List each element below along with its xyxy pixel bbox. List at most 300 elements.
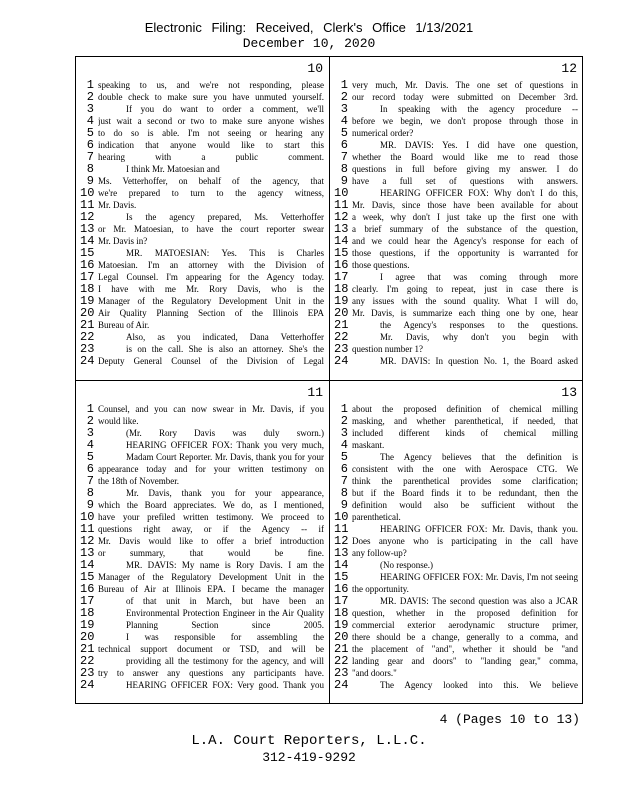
line-number: 15 (334, 247, 349, 259)
transcript-line (80, 283, 325, 295)
line-text: Mr. Davis, why don't you begin with (380, 332, 578, 342)
line-text: Mr. Davis in? (98, 236, 148, 246)
line-number: 8 (86, 487, 94, 499)
line-number: 10 (80, 511, 95, 523)
line-number: 1 (86, 403, 94, 415)
transcript-line (334, 679, 579, 691)
line-text: of that unit in March, but have been an (126, 596, 324, 606)
line-text: there should be a change, generally to a comma, and (352, 632, 578, 642)
transcript-line (334, 91, 579, 103)
line-text: In speaking with the agency procedure -- (380, 104, 578, 114)
line-number: 12 (334, 211, 349, 223)
line-number: 1 (340, 403, 348, 415)
line-number: 3 (86, 427, 94, 439)
line-number: 22 (80, 331, 95, 343)
line-number: 6 (340, 463, 348, 475)
vertical-divider (329, 57, 330, 703)
transcript-line (334, 451, 579, 463)
transcript-date: December 10, 2020 (242, 36, 376, 51)
transcript-line (334, 487, 579, 499)
line-text: think the parenthetical provides some clarification; (352, 476, 578, 486)
line-text: Ms. Vetterhoffer, on behalf of the agency, that (98, 176, 324, 186)
line-text: I was responsible for assembling the (126, 632, 324, 642)
page-lines (80, 403, 325, 691)
line-text: before we begin, we don't propose through those in (352, 116, 578, 126)
line-number: 21 (334, 643, 349, 655)
line-number: 14 (334, 235, 349, 247)
transcript-grid (75, 56, 583, 704)
line-number: 23 (80, 343, 95, 355)
line-number: 5 (86, 451, 94, 463)
line-text: The Agency looked into this. We believe (380, 680, 578, 690)
transcript-line (80, 139, 325, 151)
transcript-line (80, 79, 325, 91)
line-number: 19 (334, 619, 349, 631)
transcript-line (80, 271, 325, 283)
line-text: is on the call. She is also an attorney. She's the (126, 344, 324, 354)
transcript-line (80, 571, 325, 583)
line-number: 8 (86, 163, 94, 175)
line-number: 6 (86, 139, 94, 151)
transcript-line (334, 595, 579, 607)
line-text: parenthetical. (352, 512, 401, 522)
line-text: Does anyone who is participating in the call have (352, 536, 578, 546)
line-text: MR. DAVIS: The second question was also a JCAR (380, 596, 578, 606)
line-text: Manager of the Regulatory Development Unit in the (98, 572, 324, 582)
line-number: 17 (334, 271, 349, 283)
page-panel-13 (334, 383, 579, 701)
transcript-line (334, 271, 579, 283)
transcript-line (80, 463, 325, 475)
transcript-line (80, 175, 325, 187)
transcript-line (334, 163, 579, 175)
line-text: HEARING OFFICER FOX: Thank you very much, (126, 440, 324, 450)
line-text: MR. DAVIS: My name is Rory Davis. I am the (126, 560, 324, 570)
line-text: we're prepared to turn to the agency witness, (98, 188, 324, 198)
transcript-line (80, 343, 325, 355)
line-text: the Agency's responses to the questions. (380, 320, 578, 330)
transcript-line (334, 475, 579, 487)
line-text: to do so is able. I'm not seeing or hearing any (98, 128, 324, 138)
line-text: or Mr. Matoesian, to have the court reporter swear (98, 224, 324, 234)
transcript-line (334, 115, 579, 127)
line-number: 24 (80, 679, 95, 691)
line-text: have a full set of questions with answers. (352, 176, 578, 186)
line-text: hearing with a public comment. (98, 152, 324, 162)
transcript-line (80, 595, 325, 607)
transcript-line (80, 331, 325, 343)
transcript-line (80, 631, 325, 643)
page-number: 10 (307, 61, 323, 76)
line-text: MR. DAVIS: In question No. 1, the Board asked (380, 356, 578, 366)
line-text: very much, Mr. Davis. The one set of questions in (352, 80, 578, 90)
line-text: commercial exterior aerodynamic structure primer, (352, 620, 578, 630)
transcript-line (334, 187, 579, 199)
line-number: 13 (334, 223, 349, 235)
line-number: 17 (334, 595, 349, 607)
line-number: 22 (80, 655, 95, 667)
line-number: 1 (86, 79, 94, 91)
line-text: (No response.) (380, 560, 433, 570)
line-text: Mr. Davis. (98, 200, 137, 210)
line-number: 8 (340, 487, 348, 499)
line-text: HEARING OFFICER FOX: Mr. Davis, I'm not seeing (380, 572, 578, 582)
transcript-line (334, 127, 579, 139)
line-number: 19 (80, 619, 95, 631)
line-number: 22 (334, 655, 349, 667)
line-number: 23 (334, 667, 349, 679)
transcript-line (80, 295, 325, 307)
line-text: MR. DAVIS: Yes. I did have one question, (380, 140, 578, 150)
line-number: 20 (80, 631, 95, 643)
line-text: Bureau of Air. (98, 320, 150, 330)
transcript-line (334, 607, 579, 619)
line-number: 11 (80, 523, 95, 535)
transcript-line (80, 535, 325, 547)
line-number: 21 (334, 319, 349, 331)
line-number: 23 (80, 667, 95, 679)
line-text: included different kinds of chemical milling (352, 428, 578, 438)
line-text: HEARING OFFICER FOX: Why don't I do this, (380, 188, 578, 198)
line-text: Mr. Davis, thank you for your appearance, (126, 488, 324, 498)
line-number: 12 (80, 211, 95, 223)
transcript-line (334, 547, 579, 559)
line-number: 24 (334, 355, 349, 367)
line-number: 3 (340, 427, 348, 439)
line-text: those questions, if the opportunity is warranted for (352, 248, 578, 258)
line-number: 14 (334, 559, 349, 571)
line-text: Is the agency prepared, Ms. Vetterhoffer (126, 212, 324, 222)
transcript-line (80, 319, 325, 331)
line-number: 11 (80, 199, 95, 211)
line-number: 15 (80, 247, 95, 259)
line-text: question number 1? (352, 344, 423, 354)
line-text: our record today were submitted on December 3rd. (352, 92, 578, 102)
transcript-line (334, 499, 579, 511)
line-text: any follow-up? (352, 548, 407, 558)
transcript-line (80, 427, 325, 439)
line-number: 9 (340, 175, 348, 187)
line-number: 2 (340, 415, 348, 427)
line-text: Mr. Davis, since those have been available for about (352, 200, 578, 210)
transcript-line (80, 163, 325, 175)
transcript-line (334, 355, 579, 367)
transcript-line (80, 235, 325, 247)
line-text: double check to make sure you have unmuted yourself. (98, 92, 324, 102)
line-text: Mr. Davis, is summarize each thing one by one, hear (352, 308, 578, 318)
transcript-line (80, 115, 325, 127)
transcript-line (334, 643, 579, 655)
transcript-line (80, 187, 325, 199)
line-text: Matoesian. I'm an attorney with the Division of (98, 260, 324, 270)
transcript-line (80, 307, 325, 319)
court-reporter-name: L.A. Court Reporters, L.L.C. (191, 733, 427, 749)
transcript-line (334, 331, 579, 343)
line-text: landing gear and doors" to "landing gear," comma, (352, 656, 578, 666)
transcript-line (80, 523, 325, 535)
line-text: just wait a second or two to make sure anyone wishes (98, 116, 324, 126)
transcript-line (334, 619, 579, 631)
line-text: any issues with the sound quality. What I will do, (352, 296, 578, 306)
transcript-line (80, 223, 325, 235)
transcript-line (80, 151, 325, 163)
line-number: 4 (340, 115, 348, 127)
line-number: 16 (80, 259, 95, 271)
transcript-line (334, 139, 579, 151)
line-text: Legal Counsel. I'm appearing for the Agency today. (98, 272, 324, 282)
line-number: 20 (334, 307, 349, 319)
page-number: 12 (561, 61, 577, 76)
line-text: questions right away, or if the Agency -- if (98, 524, 324, 534)
line-text: a brief summary of the substance of the question, (352, 224, 578, 234)
line-number: 11 (334, 199, 349, 211)
line-number: 18 (80, 607, 95, 619)
line-number: 13 (80, 547, 95, 559)
line-text: Planning Section since 2005. (126, 620, 324, 630)
line-text: about the proposed definition of chemical milling (352, 404, 578, 414)
line-text: Manager of the Regulatory Development Unit in the (98, 296, 324, 306)
transcript-line (334, 403, 579, 415)
line-text: questions in full before giving my answer. I do (352, 164, 578, 174)
line-number: 10 (80, 187, 95, 199)
line-text: appearance today and for your written testimony on (98, 464, 324, 474)
line-number: 6 (86, 463, 94, 475)
transcript-line (80, 127, 325, 139)
line-number: 3 (86, 103, 94, 115)
line-text: the opportunity. (352, 584, 409, 594)
line-text: question, whether in the proposed definition for (352, 608, 578, 618)
line-number: 10 (334, 187, 349, 199)
line-number: 24 (334, 679, 349, 691)
line-number: 14 (80, 235, 95, 247)
line-number: 17 (80, 595, 95, 607)
line-text: Deputy General Counsel of the Division of Legal (98, 356, 324, 366)
line-text: or summary, that would be fine. (98, 548, 324, 558)
line-number: 9 (86, 175, 94, 187)
line-number: 16 (334, 259, 349, 271)
line-number: 15 (80, 571, 95, 583)
transcript-line (80, 211, 325, 223)
transcript-line (334, 175, 579, 187)
line-number: 19 (334, 295, 349, 307)
line-number: 11 (334, 523, 349, 535)
page-number: 11 (307, 385, 323, 400)
transcript-line (334, 199, 579, 211)
page-panel-12 (334, 59, 579, 377)
transcript-line (80, 511, 325, 523)
line-text: HEARING OFFICER FOX: Very good. Thank you (126, 680, 324, 690)
line-number: 20 (334, 631, 349, 643)
transcript-line (80, 583, 325, 595)
line-number: 7 (340, 475, 348, 487)
transcript-line (334, 511, 579, 523)
line-text: would like. (98, 416, 139, 426)
line-text: but if the Board finds it to be redundant, then the (352, 488, 578, 498)
transcript-line (334, 415, 579, 427)
line-number: 2 (340, 91, 348, 103)
line-text: clearly. I'm going to repeat, just in case there is (352, 284, 578, 294)
line-number: 8 (340, 163, 348, 175)
line-text: "and doors." (352, 668, 397, 678)
transcript-line (80, 103, 325, 115)
transcript-line (334, 463, 579, 475)
transcript-line (334, 319, 579, 331)
line-text: speaking to us, and we're not responding, please (98, 80, 324, 90)
line-text: try to answer any questions any participants have. (98, 668, 324, 678)
page-panel-11 (80, 383, 325, 701)
transcript-line (334, 79, 579, 91)
line-number: 22 (334, 331, 349, 343)
line-number: 18 (334, 607, 349, 619)
line-text: Air Quality Planning Section of the Illinois EPA (98, 308, 324, 318)
line-text: a week, why don't I just take up the first one with (352, 212, 578, 222)
line-number: 5 (86, 127, 94, 139)
line-number: 20 (80, 307, 95, 319)
line-number: 4 (86, 439, 94, 451)
line-text: HEARING OFFICER FOX: Mr. Davis, thank you. (380, 524, 578, 534)
line-number: 18 (80, 283, 95, 295)
line-text: Bureau of Air at Illinois EPA. I became the manager (98, 584, 324, 594)
transcript-line (80, 355, 325, 367)
transcript-line (334, 103, 579, 115)
transcript-line (80, 499, 325, 511)
transcript-line (334, 535, 579, 547)
line-text: whether the Board would like me to read those (352, 152, 578, 162)
transcript-line (80, 487, 325, 499)
line-number: 3 (340, 103, 348, 115)
line-text: masking, and whether parenthetical, if needed, that (352, 416, 578, 426)
transcript-line (334, 295, 579, 307)
transcript-line (334, 439, 579, 451)
line-number: 21 (80, 319, 95, 331)
page-panel-10 (80, 59, 325, 377)
transcript-line (80, 475, 325, 487)
transcript-line (80, 559, 325, 571)
transcript-line (334, 223, 579, 235)
transcript-line (80, 547, 325, 559)
line-text: maskant. (352, 440, 385, 450)
transcript-line (80, 679, 325, 691)
line-text: consistent with the one with Aerospace CTG. We (352, 464, 578, 474)
line-number: 6 (340, 139, 348, 151)
transcript-line (80, 439, 325, 451)
line-text: I think Mr. Matoesian and (126, 164, 220, 174)
page-lines (334, 403, 579, 691)
line-number: 13 (80, 223, 95, 235)
transcript-line (80, 667, 325, 679)
transcript-line (334, 559, 579, 571)
line-number: 13 (334, 547, 349, 559)
line-number: 12 (334, 535, 349, 547)
transcript-line (334, 343, 579, 355)
line-text: the placement of "and", whether it should be "and (352, 644, 578, 654)
transcript-line (334, 259, 579, 271)
transcript-line (80, 259, 325, 271)
line-text: have your prefiled written testimony. We proceed to (98, 512, 324, 522)
line-text: Environmental Protection Engineer in the Air Quality (126, 608, 324, 618)
line-number: 4 (340, 439, 348, 451)
line-number: 16 (80, 583, 95, 595)
line-number: 23 (334, 343, 349, 355)
line-text: Mr. Davis would like to offer a brief introduction (98, 536, 324, 546)
page-range: 4 (Pages 10 to 13) (439, 712, 580, 727)
line-text: Also, as you indicated, Dana Vetterhoffer (126, 332, 324, 342)
line-number: 24 (80, 355, 95, 367)
line-text: numerical order? (352, 128, 414, 138)
transcript-line (334, 211, 579, 223)
line-number: 18 (334, 283, 349, 295)
transcript-line (334, 571, 579, 583)
line-number: 21 (80, 643, 95, 655)
transcript-line (334, 427, 579, 439)
filing-stamp: Electronic Filing: Received, Clerk's Office 1/13/2021 (144, 20, 474, 35)
line-number: 7 (340, 151, 348, 163)
line-number: 2 (86, 415, 94, 427)
line-text: If you do want to order a comment, we'll (126, 104, 324, 114)
transcript-line (80, 655, 325, 667)
line-number: 5 (340, 451, 348, 463)
line-number: 4 (86, 115, 94, 127)
line-text: the 18th of November. (98, 476, 179, 486)
transcript-line (80, 247, 325, 259)
transcript-line (334, 247, 579, 259)
transcript-line (80, 607, 325, 619)
line-text: Madam Court Reporter. Mr. Davis, thank you for your (126, 452, 324, 462)
line-text: definition would also be sufficient without the (352, 500, 578, 510)
page-lines (334, 79, 579, 367)
transcript-line (80, 91, 325, 103)
transcript-line (334, 283, 579, 295)
line-text: (Mr. Rory Davis was duly sworn.) (126, 428, 324, 438)
transcript-line (334, 631, 579, 643)
line-text: technical support document or TSD, and will be (98, 644, 324, 654)
transcript-line (334, 583, 579, 595)
transcript-line (80, 415, 325, 427)
line-number: 17 (80, 271, 95, 283)
court-reporter-phone: 312-419-9292 (262, 750, 356, 765)
line-number: 1 (340, 79, 348, 91)
line-number: 2 (86, 91, 94, 103)
line-number: 16 (334, 583, 349, 595)
line-text: providing all the testimony for the agency, and will (126, 656, 324, 666)
transcript-line (80, 451, 325, 463)
line-text: which the Board appreciates. We do, as I mentioned, (98, 500, 324, 510)
transcript-line (80, 643, 325, 655)
transcript-line (334, 151, 579, 163)
line-number: 15 (334, 571, 349, 583)
transcript-line (334, 235, 579, 247)
transcript-line (334, 307, 579, 319)
transcript-line (334, 667, 579, 679)
transcript-line (334, 523, 579, 535)
line-number: 19 (80, 295, 95, 307)
line-text: Counsel, and you can now swear in Mr. Davis, if you (98, 404, 324, 414)
line-number: 7 (86, 151, 94, 163)
transcript-line (334, 655, 579, 667)
transcript-line (80, 619, 325, 631)
line-text: and we could hear the Agency's response for each of (352, 236, 578, 246)
line-number: 10 (334, 511, 349, 523)
line-number: 9 (86, 499, 94, 511)
line-text: MR. MATOESIAN: Yes. This is Charles (126, 248, 324, 258)
line-number: 7 (86, 475, 94, 487)
line-number: 14 (80, 559, 95, 571)
line-text: I agree that was coming through more (380, 272, 578, 282)
transcript-line (80, 199, 325, 211)
page-lines (80, 79, 325, 367)
line-text: The Agency believes that the definition is (380, 452, 578, 462)
line-text: indication that anyone would like to start this (98, 140, 324, 150)
